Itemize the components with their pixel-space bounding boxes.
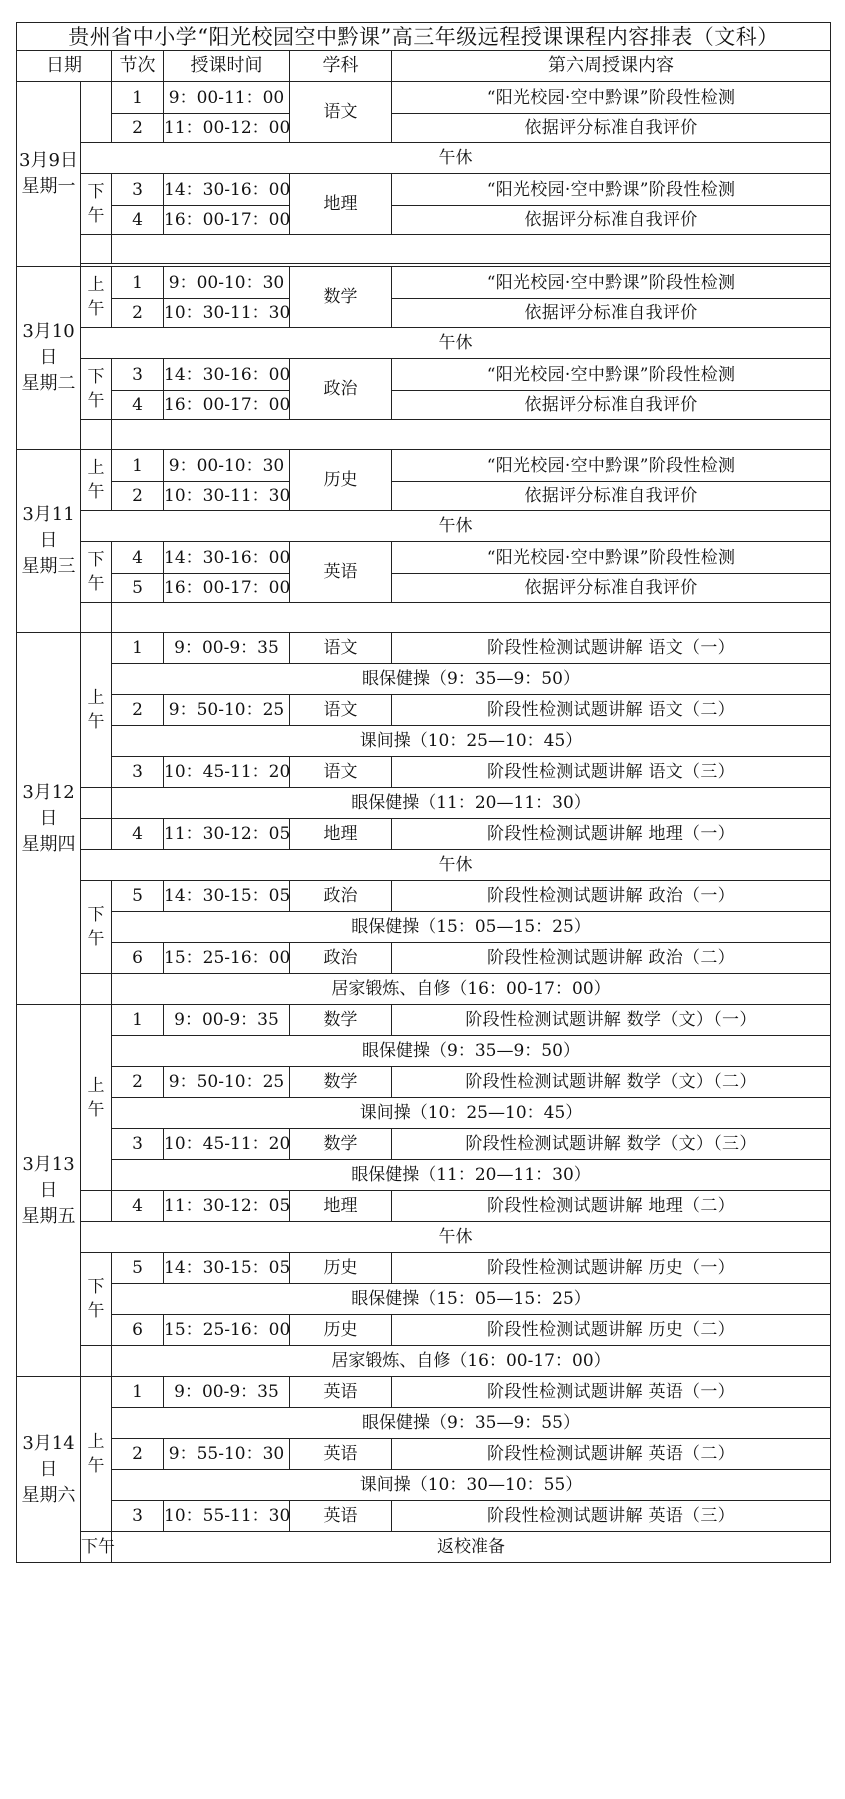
- date-label: 3月10 日: [22, 321, 75, 368]
- subject-cell: 数学: [290, 267, 392, 328]
- seq-cell: 2: [112, 482, 164, 511]
- period-pm: 下 午: [81, 881, 112, 974]
- period-am: 上 午: [81, 633, 112, 788]
- content-cell: “阳光校园·空中黔课”阶段性检测: [392, 542, 831, 574]
- subject-cell: 历史: [290, 1253, 392, 1284]
- content-cell: “阳光校园·空中黔课”阶段性检测: [392, 450, 831, 482]
- content-cell: 阶段性检测试题讲解 语文（三）: [392, 757, 831, 788]
- content-cell: 阶段性检测试题讲解 英语（三）: [392, 1501, 831, 1532]
- schedule-sheet: [16, 22, 831, 1563]
- time-cell: 16：00-17：00: [164, 391, 290, 420]
- subject-cell: 英语: [290, 1439, 392, 1470]
- content-cell: “阳光校园·空中黔课”阶段性检测: [392, 267, 831, 299]
- blank-cell: [81, 819, 112, 850]
- subject-cell: 语文: [290, 633, 392, 664]
- seq-cell: 1: [112, 82, 164, 114]
- time-cell: 16：00-17：00: [164, 574, 290, 603]
- subject-cell: 语文: [290, 695, 392, 726]
- time-cell: 10：45-11：20: [164, 1129, 290, 1160]
- blank-cell: [81, 1346, 112, 1377]
- note-row: 眼保健操（9：35—9：50）: [112, 664, 831, 695]
- note-row: 午休: [81, 143, 831, 174]
- date-label: 3月11 日: [22, 504, 75, 551]
- time-cell: 14：30-16：00: [164, 174, 290, 206]
- time-cell: 9：55-10：30: [164, 1439, 290, 1470]
- content-cell: “阳光校园·空中黔课”阶段性检测: [392, 174, 831, 206]
- blank-cell: [81, 420, 112, 450]
- subject-cell: 政治: [290, 359, 392, 420]
- time-cell: 9：00-11：00: [164, 82, 290, 114]
- seq-cell: 5: [112, 881, 164, 912]
- content-cell: 阶段性检测试题讲解 地理（二）: [392, 1191, 831, 1222]
- subject-cell: 地理: [290, 1191, 392, 1222]
- time-cell: 10：45-11：20: [164, 757, 290, 788]
- note-row: 午休: [81, 850, 831, 881]
- note-row: 居家锻炼、自修（16：00-17：00）: [112, 1346, 831, 1377]
- seq-cell: 3: [112, 174, 164, 206]
- date-label: 3月14 日: [22, 1432, 75, 1480]
- period-pm: 下 午: [81, 1253, 112, 1346]
- blank-cell: [81, 974, 112, 1005]
- period-am: 上 午: [81, 267, 112, 328]
- content-cell: 阶段性检测试题讲解 英语（一）: [392, 1377, 831, 1408]
- content-cell: 阶段性检测试题讲解 数学（文）（二）: [392, 1067, 831, 1098]
- seq-cell: 4: [112, 391, 164, 420]
- note-row: 眼保健操（15：05—15：25）: [112, 912, 831, 943]
- schedule-table: [16, 22, 831, 1563]
- time-cell: 11：00-12：00: [164, 114, 290, 143]
- seq-cell: 1: [112, 450, 164, 482]
- header-time: 授课时间: [164, 51, 290, 82]
- time-cell: 14：30-15：05: [164, 881, 290, 912]
- weekday-label: 星期五: [21, 1205, 76, 1227]
- time-cell: 10：30-11：30: [164, 299, 290, 328]
- date-cell-thu: [17, 633, 81, 1005]
- blank-cell: [81, 603, 112, 633]
- content-cell: 阶段性检测试题讲解 语文（二）: [392, 695, 831, 726]
- period-pm: 下 午: [81, 174, 112, 235]
- subject-cell: 地理: [290, 819, 392, 850]
- note-row: 午休: [81, 1222, 831, 1253]
- time-cell: 9：00-9：35: [164, 1377, 290, 1408]
- date-label: 3月12 日: [22, 781, 75, 829]
- weekday-label: 星期三: [21, 556, 76, 577]
- period-am: 上 午: [81, 450, 112, 511]
- content-cell: “阳光校园·空中黔课”阶段性检测: [392, 82, 831, 114]
- seq-cell: 4: [112, 206, 164, 235]
- date-label: 3月13 日: [22, 1153, 75, 1201]
- seq-cell: 3: [112, 359, 164, 391]
- note-row: 课间操（10：30—10：55）: [112, 1470, 831, 1501]
- note-row: 眼保健操（15：05—15：25）: [112, 1284, 831, 1315]
- weekday-label: 星期六: [21, 1484, 76, 1506]
- time-cell: 10：30-11：30: [164, 482, 290, 511]
- content-cell: 阶段性检测试题讲解 历史（二）: [392, 1315, 831, 1346]
- note-row: 眼保健操（9：35—9：55）: [112, 1408, 831, 1439]
- seq-cell: 1: [112, 633, 164, 664]
- content-cell: 依据评分标准自我评价: [392, 482, 831, 511]
- content-cell: 阶段性检测试题讲解 地理（一）: [392, 819, 831, 850]
- subject-cell: 政治: [290, 881, 392, 912]
- seq-cell: 1: [112, 1005, 164, 1036]
- content-cell: 阶段性检测试题讲解 语文（一）: [392, 633, 831, 664]
- content-cell: 依据评分标准自我评价: [392, 299, 831, 328]
- content-cell: 阶段性检测试题讲解 政治（一）: [392, 881, 831, 912]
- blank-cell: [81, 788, 112, 819]
- blank-cell: [81, 235, 112, 264]
- content-cell: 依据评分标准自我评价: [392, 391, 831, 420]
- subject-cell: 数学: [290, 1067, 392, 1098]
- time-cell: 15：25-16：00: [164, 943, 290, 974]
- time-cell: 15：25-16：00: [164, 1315, 290, 1346]
- weekday-label: 星期四: [21, 833, 76, 855]
- time-cell: 9：50-10：25: [164, 1067, 290, 1098]
- seq-cell: 5: [112, 574, 164, 603]
- header-subject: 学科: [290, 51, 392, 82]
- note-row: 课间操（10：25—10：45）: [112, 1098, 831, 1129]
- content-cell: 依据评分标准自我评价: [392, 206, 831, 235]
- time-cell: 14：30-16：00: [164, 359, 290, 391]
- blank-cell: [81, 1191, 112, 1222]
- seq-cell: 2: [112, 1439, 164, 1470]
- subject-cell: 政治: [290, 943, 392, 974]
- seq-cell: 4: [112, 819, 164, 850]
- time-cell: 11：30-12：05: [164, 819, 290, 850]
- header-date: 日期: [17, 51, 112, 82]
- content-cell: 阶段性检测试题讲解 政治（二）: [392, 943, 831, 974]
- date-cell-fri: [17, 1005, 81, 1377]
- date-cell-sat: [17, 1377, 81, 1563]
- date-label: 3月9日: [19, 150, 78, 171]
- seq-cell: 3: [112, 757, 164, 788]
- time-cell: 9：00-9：35: [164, 633, 290, 664]
- subject-cell: 英语: [290, 1377, 392, 1408]
- content-cell: 阶段性检测试题讲解 数学（文）（一）: [392, 1005, 831, 1036]
- subject-cell: 数学: [290, 1129, 392, 1160]
- subject-cell: 英语: [290, 1501, 392, 1532]
- subject-cell: 地理: [290, 174, 392, 235]
- period-pm: 下 午: [81, 542, 112, 603]
- subject-cell: 英语: [290, 542, 392, 603]
- note-row: 午休: [81, 328, 831, 359]
- content-cell: 依据评分标准自我评价: [392, 574, 831, 603]
- seq-cell: 4: [112, 1191, 164, 1222]
- seq-cell: 6: [112, 943, 164, 974]
- time-cell: 11：30-12：05: [164, 1191, 290, 1222]
- time-cell: 9：00-9：35: [164, 1005, 290, 1036]
- note-row: 返校准备: [112, 1532, 831, 1563]
- date-cell-tue: [17, 267, 81, 450]
- seq-cell: 2: [112, 1067, 164, 1098]
- content-cell: 阶段性检测试题讲解 历史（一）: [392, 1253, 831, 1284]
- period-pm: 下 午: [81, 359, 112, 420]
- date-cell-mon: [17, 82, 81, 267]
- note-row: 课间操（10：25—10：45）: [112, 726, 831, 757]
- seq-cell: 1: [112, 1377, 164, 1408]
- subject-cell: 语文: [290, 757, 392, 788]
- time-cell: 9：00-10：30: [164, 267, 290, 299]
- weekday-label: 星期二: [21, 373, 76, 394]
- seq-cell: 2: [112, 114, 164, 143]
- time-cell: 16：00-17：00: [164, 206, 290, 235]
- note-row: 眼保健操（9：35—9：50）: [112, 1036, 831, 1067]
- seq-cell: 5: [112, 1253, 164, 1284]
- seq-cell: 2: [112, 299, 164, 328]
- time-cell: 9：00-10：30: [164, 450, 290, 482]
- note-row: 眼保健操（11：20—11：30）: [112, 788, 831, 819]
- header-content: 第六周授课内容: [392, 51, 831, 82]
- period-am: 上 午: [81, 1377, 112, 1532]
- period-am: 上 午: [81, 1005, 112, 1191]
- seq-cell: 6: [112, 1315, 164, 1346]
- blank-row: [112, 235, 831, 264]
- time-cell: 10：55-11：30: [164, 1501, 290, 1532]
- content-cell: 阶段性检测试题讲解 英语（二）: [392, 1439, 831, 1470]
- content-cell: 依据评分标准自我评价: [392, 114, 831, 143]
- subject-cell: 数学: [290, 1005, 392, 1036]
- time-cell: 14：30-16：00: [164, 542, 290, 574]
- seq-cell: 3: [112, 1501, 164, 1532]
- period-pm: 下午: [81, 1532, 112, 1563]
- seq-cell: 4: [112, 542, 164, 574]
- subject-cell: 历史: [290, 1315, 392, 1346]
- header-seq: 节次: [112, 51, 164, 82]
- note-row: 居家锻炼、自修（16：00-17：00）: [112, 974, 831, 1005]
- content-cell: “阳光校园·空中黔课”阶段性检测: [392, 359, 831, 391]
- note-row: 眼保健操（11：20—11：30）: [112, 1160, 831, 1191]
- seq-cell: 3: [112, 1129, 164, 1160]
- weekday-label: 星期一: [21, 176, 76, 197]
- subject-cell: 语文: [290, 82, 392, 143]
- table-title: 贵州省中小学“阳光校园空中黔课”高三年级远程授课课程内容排表（文科）: [17, 23, 831, 51]
- blank-row: [112, 420, 831, 450]
- time-cell: 9：50-10：25: [164, 695, 290, 726]
- subject-cell: 历史: [290, 450, 392, 511]
- time-cell: 14：30-15：05: [164, 1253, 290, 1284]
- seq-cell: 2: [112, 695, 164, 726]
- content-cell: 阶段性检测试题讲解 数学（文）（三）: [392, 1129, 831, 1160]
- note-row: 午休: [81, 511, 831, 542]
- date-cell-wed: [17, 450, 81, 633]
- seq-cell: 1: [112, 267, 164, 299]
- blank-row: [112, 603, 831, 633]
- period-am-blank: [81, 82, 112, 143]
